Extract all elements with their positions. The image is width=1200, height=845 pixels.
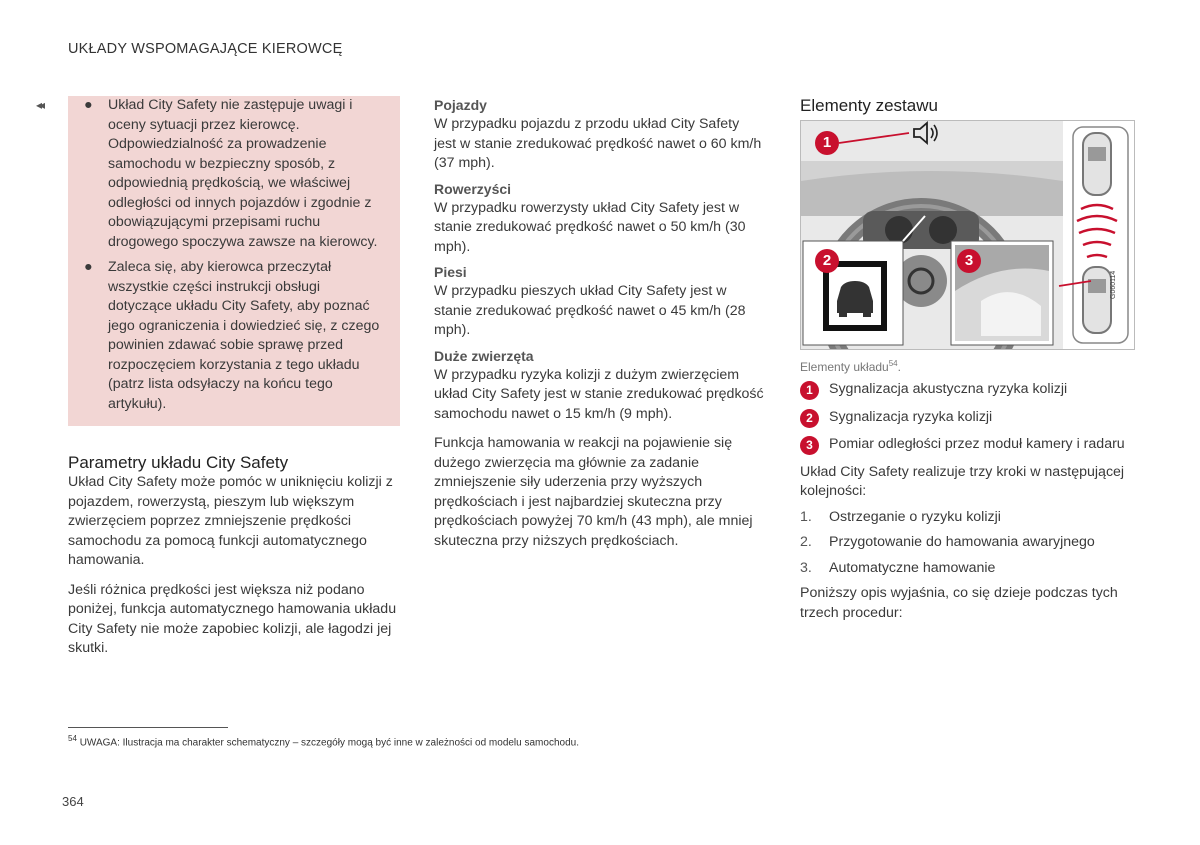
warning-text: Układ City Safety nie zastępuje uwagi i oceny sytuacji przez kierowcę. Odpowiedzialność za prowadzenie samochodu w bezpieczny sposób, z odpowiednią prędkością, we właściwej odległości od innych pojazdów i zgodnie z obowiązującymi przepisami ruchu drogowego spoczywa zawsze na kierowcy. bbox=[108, 97, 378, 250]
paragraph: Układ City Safety realizuje trzy kroki w następującej kolejności: bbox=[800, 463, 1125, 499]
paragraph: W przypadku rowerzysty układ City Safety jest w stanie zredukować prędkość nawet o 50 km/h (30 mph). bbox=[434, 199, 746, 255]
legend-badge: 1 bbox=[800, 381, 819, 400]
page-header: UKŁADY WSPOMAGAJĄCE KIEROWCĘ bbox=[68, 41, 343, 57]
column-3 bbox=[800, 96, 1133, 623]
paragraph: W przypadku pieszych układ City Safety jest w stanie zredukować prędkość nawet o 45 km/h (28 mph). bbox=[434, 283, 746, 338]
step-number: 3. bbox=[800, 559, 812, 576]
footnote-number: 54 bbox=[68, 734, 77, 743]
legend-text: Sygnalizacja ryzyka kolizji bbox=[829, 408, 993, 425]
callout-badge-1: 1 bbox=[815, 131, 839, 155]
warning-item bbox=[82, 258, 386, 414]
step-text: Automatyczne hamowanie bbox=[829, 559, 996, 576]
warning-text: Zaleca się, aby kierowca przeczytał wszystkie części instrukcji obsługi dotyczące układu City Safety, aby poznać jego ograniczenia i dowiedzieć się, z czego powinien zdawać sobie sprawę przed rozpoczęciem korzystania z tego układu (patrz lista odsyłaczy na końcu tego artykułu). bbox=[108, 259, 380, 412]
warning-item bbox=[82, 96, 386, 252]
radar-panel bbox=[1059, 121, 1134, 349]
figure-caption: Elementy układu$^{54}$. bbox=[800, 359, 901, 374]
subheading-vehicles: Pojazdy bbox=[434, 97, 487, 113]
warning-box bbox=[68, 96, 400, 426]
steps-list bbox=[800, 508, 1133, 579]
continued-from-previous-icon: ◂◂ bbox=[36, 98, 43, 112]
step-text: Przygotowanie do hamowania awaryjnego bbox=[829, 534, 1095, 550]
step-item bbox=[800, 533, 1133, 553]
callout-badge-3: 3 bbox=[957, 249, 981, 273]
subheading-cyclists: Rowerzyści bbox=[434, 180, 512, 197]
paragraph: Poniższy opis wyjaśnia, co się dzieje podczas tych trzech procedur: bbox=[800, 585, 1118, 621]
step-item bbox=[800, 508, 1133, 528]
legend-text: Pomiar odległości przez moduł kamery i radaru bbox=[829, 436, 1125, 452]
step-item bbox=[800, 559, 1133, 579]
legend-badge: 3 bbox=[800, 436, 819, 455]
footnote-text: UWAGA: Ilustracja ma charakter schematyczny – szczegóły mogą być inne w zależności od modelu samochodu. bbox=[79, 737, 579, 749]
paragraph: W przypadku pojazdu z przodu układ City Safety jest w stanie zredukować prędkość nawet o 60 km/h (37 mph). bbox=[434, 116, 762, 171]
footnote-divider bbox=[68, 727, 228, 728]
section-heading: Parametry układu City Safety bbox=[68, 453, 289, 472]
step-text: Ostrzeganie o ryzyku kolizji bbox=[829, 508, 1001, 525]
subheading-pedestrians: Piesi bbox=[434, 264, 467, 280]
bullet-icon: ● bbox=[84, 259, 93, 275]
column-1 bbox=[68, 96, 400, 659]
figure-code: G060114 bbox=[1110, 270, 1117, 299]
bullet-icon: ● bbox=[84, 97, 93, 113]
legend-text: Sygnalizacja akustyczna ryzyka kolizji bbox=[829, 381, 1068, 397]
paragraph: Jeśli różnica prędkości jest większa niż podano poniżej, funkcja automatycznego hamowania układu City Safety nie może zapobiec kolizji, ale łagodzi jej skutki. bbox=[68, 581, 397, 656]
footnote-ref: 54 bbox=[888, 359, 898, 368]
step-number: 1. bbox=[800, 508, 812, 525]
dashboard-illustration bbox=[801, 121, 1134, 349]
legend-item bbox=[800, 435, 1133, 455]
step-number: 2. bbox=[800, 534, 812, 550]
system-illustration bbox=[800, 120, 1135, 350]
subheading-large-animals: Duże zwierzęta bbox=[434, 347, 534, 364]
paragraph: Układ City Safety może pomóc w uniknięciu kolizji z pojazdem, rowerzystą, pieszym lub większym zwierzęciem poprzez zmniejszenie prędkości samochodu za pomocą funkcji automatycznego hamowania. bbox=[68, 474, 393, 568]
legend-badge: 2 bbox=[800, 409, 819, 428]
page-number: 364 bbox=[62, 794, 84, 809]
section-heading: Elementy zestawu bbox=[800, 96, 938, 115]
footnote bbox=[68, 732, 579, 750]
callout-badge-2: 2 bbox=[815, 249, 839, 273]
paragraph: W przypadku ryzyka kolizji z dużym zwierzęciem układ City Safety jest w stanie zredukować prędkość samochodu nawet o 15 km/h (9 mph). bbox=[434, 366, 764, 422]
legend-item bbox=[800, 408, 1133, 428]
paragraph: Funkcja hamowania w reakcji na pojawienie się dużego zwierzęcia ma głównie za zadanie zmniejszenie siły uderzenia przy wyższych prędkościach i jest najbardziej skuteczna przy prędkościach powyżej 70 km/h (43 mph), ale mniej skuteczna przy niższych prędkościach. bbox=[434, 435, 753, 549]
legend-item bbox=[800, 380, 1133, 400]
legend-list bbox=[800, 380, 1133, 455]
column-2 bbox=[434, 96, 764, 551]
